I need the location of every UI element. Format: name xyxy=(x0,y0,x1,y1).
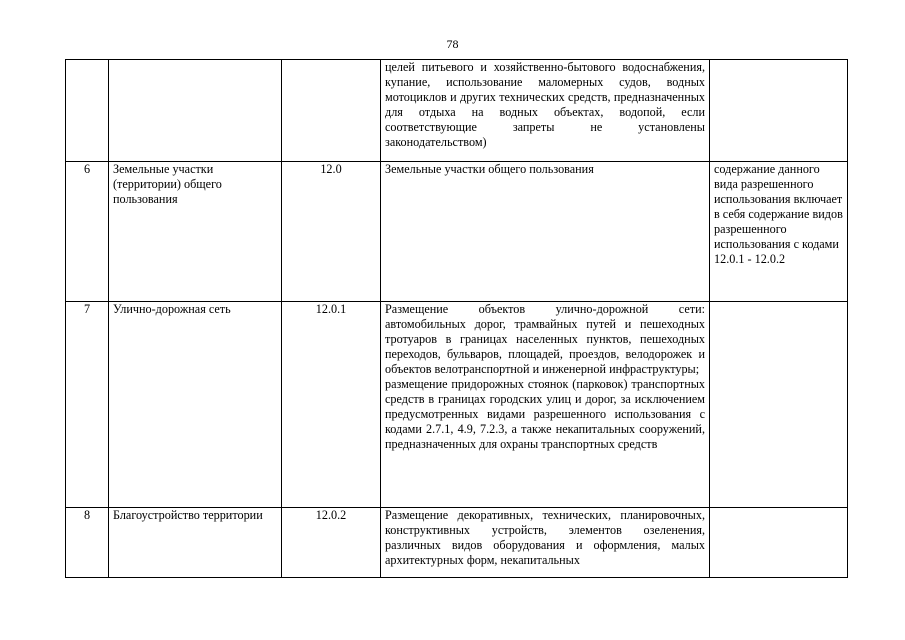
row-code xyxy=(282,60,381,162)
row-code: 12.0.2 xyxy=(282,508,381,578)
row-description xyxy=(381,508,710,578)
row-name xyxy=(109,60,282,162)
row-code: 12.0.1 xyxy=(282,302,381,508)
description-paragraph: Размещение декоративных, технических, планировочных, конструктивных устройств, элементов озеленения, различных видов оборудования и оформления, малых архитектурных форм, некапитальных xyxy=(385,508,705,567)
row-note: содержание данного вида разрешенного использования включает в себя содержание видов разрешенного использования с кодами 12.0.1 - 12.0.2 xyxy=(710,162,848,302)
row-note xyxy=(710,60,848,162)
row-number: 6 xyxy=(66,162,109,302)
row-name: Улично-дорожная сеть xyxy=(109,302,282,508)
row-note xyxy=(710,508,848,578)
row-description xyxy=(381,302,710,508)
description-paragraph: целей питьевого и хозяйственно-бытового водоснабжения, купание, использование маломерных судов, водных мотоциклов и других технических средств, предназначенных для отдыха на водных объектах, водопой, если соответствующие запреты не установлены законодательством) xyxy=(385,60,705,149)
table-row xyxy=(66,508,848,578)
page-number: 78 xyxy=(446,37,459,51)
row-note xyxy=(710,302,848,508)
table-row xyxy=(66,302,848,508)
row-number xyxy=(66,60,109,162)
row-description xyxy=(381,60,710,162)
row-number: 7 xyxy=(66,302,109,508)
description-paragraph: Земельные участки общего пользования xyxy=(385,162,594,176)
table-row xyxy=(66,60,848,162)
table-row xyxy=(66,162,848,302)
row-name: Благоустройство территории xyxy=(109,508,282,578)
row-name: Земельные участки (территории) общего пользования xyxy=(109,162,282,302)
row-description xyxy=(381,162,710,302)
row-code: 12.0 xyxy=(282,162,381,302)
row-number: 8 xyxy=(66,508,109,578)
description-paragraph: Размещение объектов улично-дорожной сети: автомобильных дорог, трамвайных путей и пешеходных тротуаров в границах населенных пунктов, пешеходных переходов, бульваров, площадей, проездов, велодорожек и объектов велотранспортной и инженерной инфраструктуры; xyxy=(385,302,705,376)
land-use-table xyxy=(65,59,848,578)
description-paragraph: размещение придорожных стоянок (парковок) транспортных средств в границах городских улиц и дорог, за исключением предусмотренных видами разрешенного использования с кодами 2.7.1, 4.9, 7.2.3, а также некапитальных сооружений, предназначенных для охраны транспортных средств xyxy=(385,377,705,451)
